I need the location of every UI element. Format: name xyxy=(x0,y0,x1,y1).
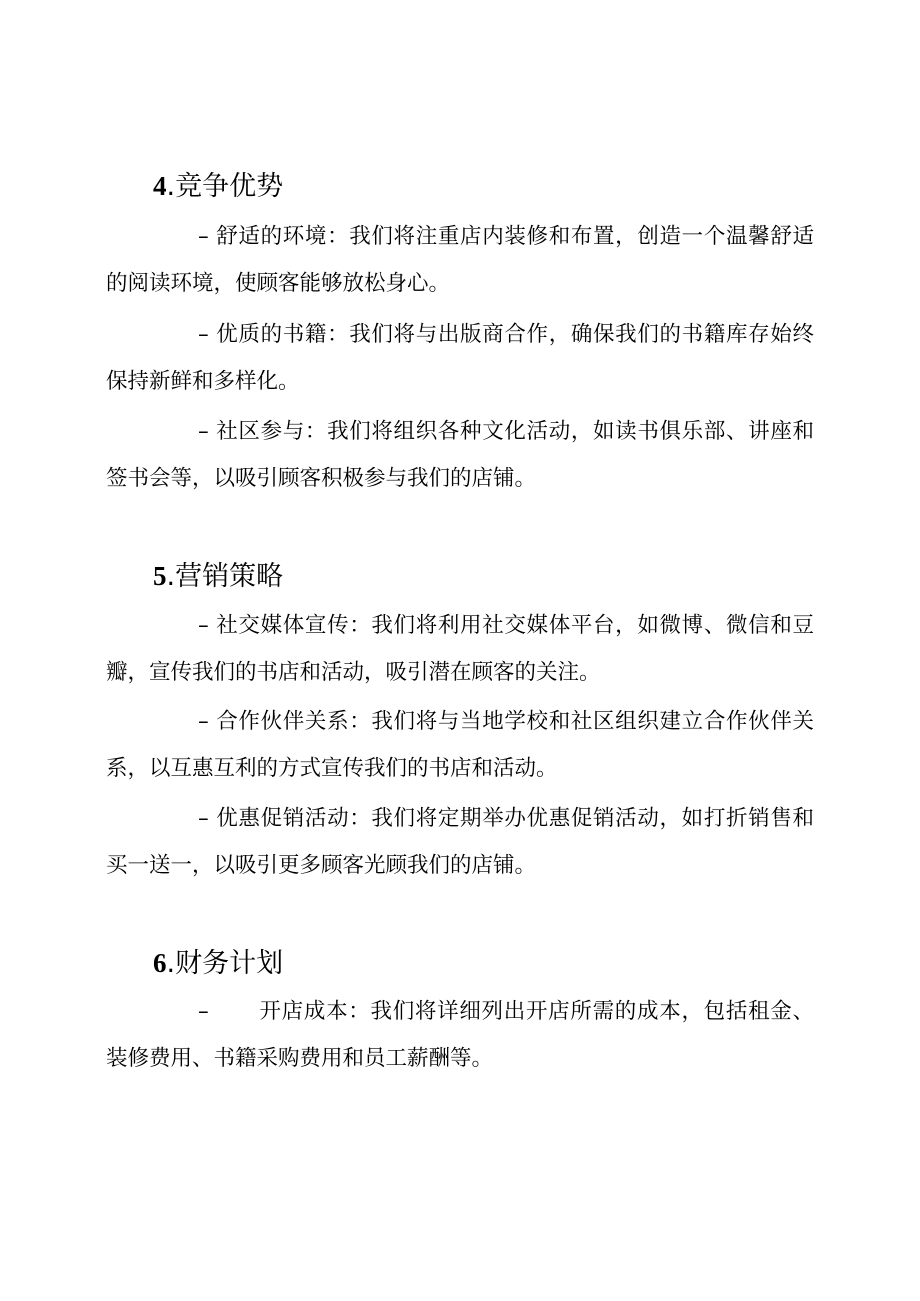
paragraph-text: 社交媒体宣传：我们将利用社交媒体平台，如微博、微信和豆瓣，宣传我们的书店和活动，吸引潜在顾客的关注。 xyxy=(106,613,814,685)
section-title: .竞争优势 xyxy=(166,171,284,202)
section-title: .财务计划 xyxy=(166,948,284,979)
section-title: .营销策略 xyxy=(166,561,284,592)
dash-marker: – xyxy=(198,419,209,444)
dash-marker: – xyxy=(198,613,209,638)
section-number: 6 xyxy=(153,948,167,978)
paragraph-text: 优惠促销活动：我们将定期举办优惠促销活动，如打折销售和买一送一，以吸引更多顾客光顾我们的店铺。 xyxy=(106,806,814,878)
paragraph-promotions xyxy=(106,795,814,889)
paragraph-text: 优质的书籍：我们将与出版商合作，确保我们的书籍库存始终保持新鲜和多样化。 xyxy=(106,322,814,394)
section-heading-5 xyxy=(153,558,283,595)
section-number: 4 xyxy=(153,171,167,201)
dash-marker: – xyxy=(198,322,209,347)
paragraph-partnerships xyxy=(106,698,814,792)
paragraph-opening-costs xyxy=(106,988,814,1082)
paragraph-quality-books xyxy=(106,311,814,405)
paragraph-text: 舒适的环境：我们将注重店内装修和布置，创造一个温馨舒适的阅读环境，使顾客能够放松身心。 xyxy=(106,224,814,296)
paragraph-text: 合作伙伴关系：我们将与当地学校和社区组织建立合作伙伴关系，以互惠互利的方式宣传我们的书店和活动。 xyxy=(106,709,814,781)
section-number: 5 xyxy=(153,561,167,591)
paragraph-social-media xyxy=(106,602,814,696)
section-heading-4 xyxy=(153,168,283,205)
dash-marker: – xyxy=(198,224,209,249)
dash-marker: – xyxy=(198,999,209,1024)
paragraph-text: 开店成本：我们将详细列出开店所需的成本，包括租金、装修费用、书籍采购费用和员工薪酬等。 xyxy=(106,999,814,1071)
paragraph-text: 社区参与：我们将组织各种文化活动，如读书俱乐部、讲座和签书会等，以吸引顾客积极参与我们的店铺。 xyxy=(106,419,814,491)
paragraph-community-participation xyxy=(106,408,814,502)
dash-marker: – xyxy=(198,709,209,734)
dash-marker: – xyxy=(198,806,209,831)
paragraph-comfortable-environment xyxy=(106,213,814,307)
section-heading-6 xyxy=(153,945,283,982)
